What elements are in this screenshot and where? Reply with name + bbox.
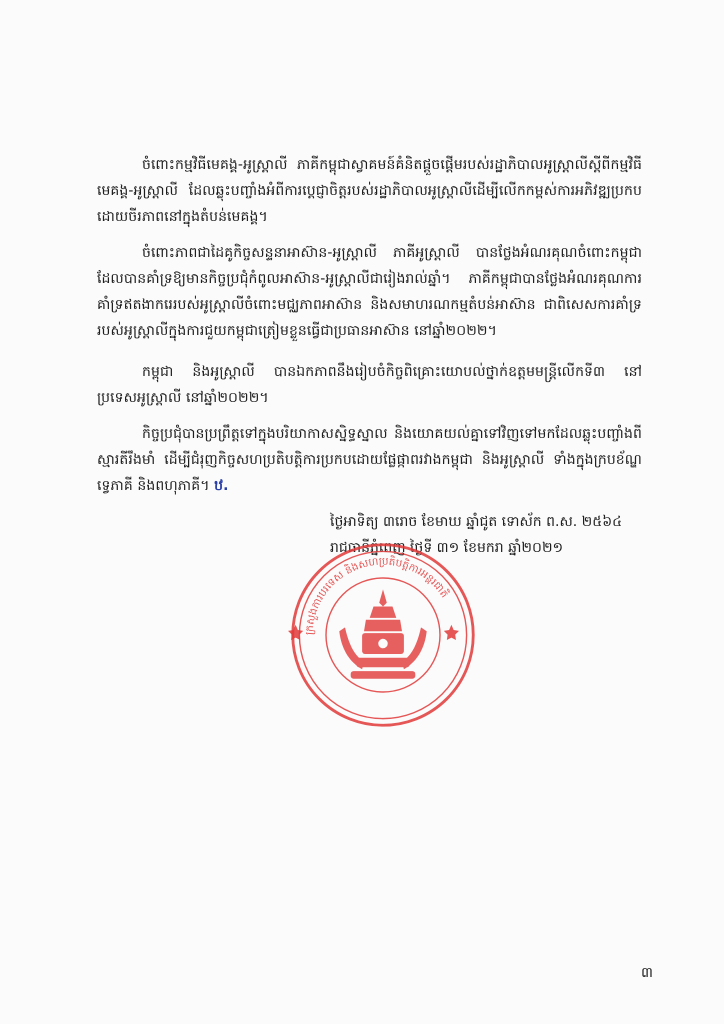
paragraph-text: កិច្ចប្រជុំបានប្រព្រឹត្តទៅក្នុងបរិយាកាសស្និទ្ធស្នាល និងយោគយល់គ្នាទៅវិញទៅមកដែលឆ្លុះបញ្ចាំងពីស្មារតីរឹងមាំ ដើម្បីជំរុញកិច្ចសហប្រតិបត្តិការប្រកបដោយផ្លែផ្កាពរវាងកម្ពុជា និងអូស្ត្រាលី ទាំងក្នុងក្របខ័ណ្ឌទ្វេភាគី និងពហុភាគី។: [97, 426, 642, 494]
seal-emblem: [339, 589, 426, 678]
seal-text: ក្រសួងការបរទេស និងសហប្រតិបត្តិការអន្តរជាតិ: [303, 555, 451, 636]
paragraph-meeting-atmosphere: [97, 421, 642, 499]
lunar-date: ថ្ងៃអាទិត្យ ៣រោច ខែមាឃ ឆ្នាំជូត ទោស័ក ព.ស. ២៥៦៤: [330, 514, 623, 530]
official-seal: [288, 540, 478, 730]
paragraph-senior-officials: កម្ពុជា និងអូស្ត្រាលី បានឯកភាពនឹងរៀបចំកិច្ចពិគ្រោះយោបល់ថ្នាក់ឧត្តមមន្ត្រីលើកទី៣ នៅប្រទេសអូស្ត្រាលី នៅឆ្នាំ២០២២។: [97, 364, 642, 406]
page-number: ៣: [641, 965, 653, 981]
paragraph-mekong-australia: ចំពោះកម្មវិធីមេគង្គ-អូស្ត្រាលី ភាគីកម្ពុជាស្វាគមន៍គំនិតផ្តួចផ្តើមរបស់រដ្ឋាភិបាលអូស្ត្រាលីស្តីពីកម្មវិធីមេគង្គ-អូស្ត្រាលី ដែលឆ្លុះបញ្ចាំងអំពីការប្តេជ្ញាចិត្តរបស់រដ្ឋាភិបាលអូស្ត្រាលីដើម្បីលើកកម្ពស់ការអភិវឌ្ឍប្រកបដោយចីរភាពនៅក្នុងតំបន់មេគង្គ។: [97, 157, 642, 225]
paragraph-asean-australia: ចំពោះភាពជាដៃគូកិច្ចសន្ទនាអាស៊ាន-អូស្ត្រាលី ភាគីអូស្ត្រាលី បានថ្លែងអំណរគុណចំពោះកម្ពុជាដែលបានគាំទ្រឱ្យមានកិច្ចប្រជុំកំពូលអាស៊ាន-អូស្ត្រាលីជារៀងរាល់ឆ្នាំ។ ភាគីកម្ពុជាបានថ្លែងអំណរគុណការគាំទ្រឥតងាករេរបស់អូស្ត្រាលីចំពោះមជ្ឈភាពអាស៊ាន និងសមាហរណកម្មតំបន់អាស៊ាន ជាពិសេសការគាំទ្ររបស់អូស្ត្រាលីក្នុងការជួយកម្ពុជាត្រៀមខ្លួនធ្វើជាប្រធានអាស៊ាន នៅឆ្នាំ២០២២។: [97, 245, 642, 339]
initial-mark: ឋ.: [214, 478, 229, 494]
solar-date: រាជធានីភ្នំពេញ ថ្ងៃទី ៣១ ខែមករា ឆ្នាំ២០២១: [330, 540, 564, 556]
